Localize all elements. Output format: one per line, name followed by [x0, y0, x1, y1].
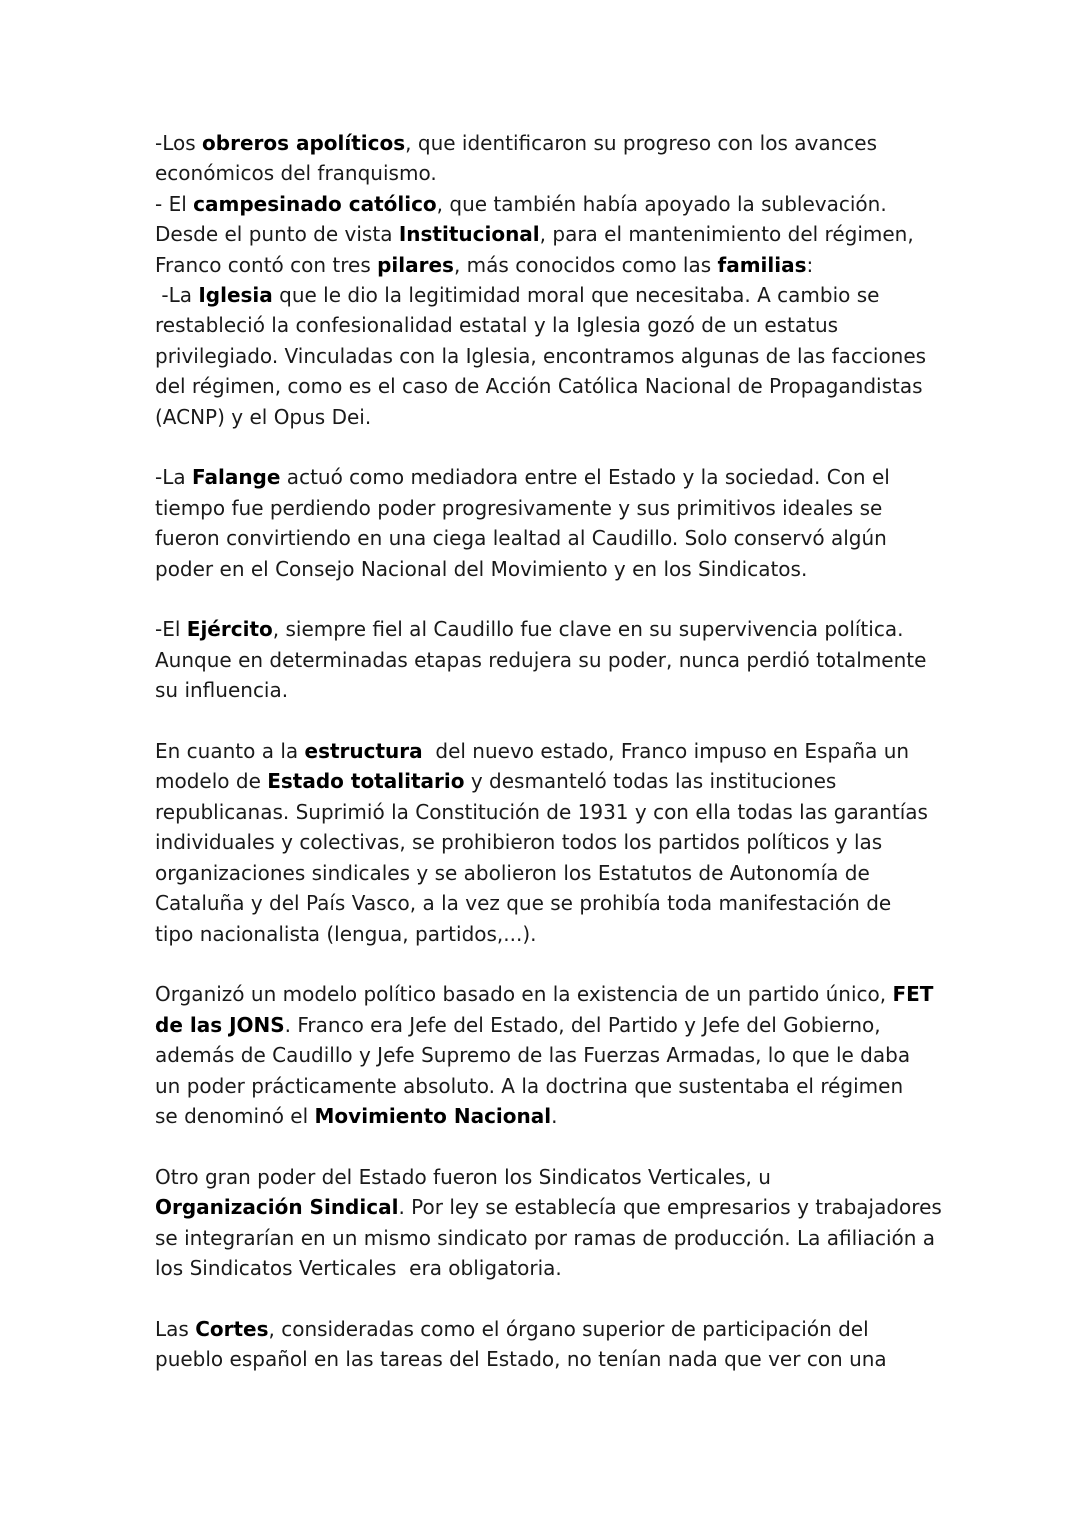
text-run: los Sindicatos Verticales era obligatoria.: [155, 1255, 562, 1280]
bold-term: obreros apolíticos: [202, 131, 406, 155]
text-run: que le dio la legitimidad moral que necesitaba. A cambio se: [272, 283, 880, 308]
text-line: [155, 827, 945, 857]
text-run: :: [806, 252, 814, 277]
text-line: [155, 1071, 945, 1101]
paragraph: [155, 979, 945, 1131]
text-line: [155, 554, 945, 584]
text-run: además de Caudillo y Jefe Supremo de las Fuerzas Armadas, lo que le daba: [155, 1043, 911, 1068]
text-line: [155, 1253, 945, 1283]
text-run: poder en el Consejo Nacional del Movimiento y en los Sindicatos.: [155, 556, 808, 581]
text-line: [155, 158, 945, 188]
bold-term: Estado totalitario: [267, 769, 465, 794]
text-line: [155, 1010, 945, 1040]
text-run: actuó como mediadora entre el Estado y la sociedad. Con el: [280, 465, 890, 490]
text-line: [155, 341, 945, 371]
text-line: [155, 858, 945, 888]
text-line: [155, 614, 945, 644]
paragraph-spacer: [155, 1283, 945, 1313]
text-line: [155, 189, 945, 219]
text-line: [155, 462, 945, 492]
bold-term: Movimiento Nacional: [314, 1103, 552, 1128]
text-run: , siempre fiel al Caudillo fue clave en su supervivencia política.: [272, 617, 904, 642]
paragraph-spacer: [155, 1131, 945, 1161]
paragraph-spacer: [155, 706, 945, 736]
text-run: modelo de: [155, 769, 268, 794]
text-line: [155, 797, 945, 827]
text-run: del régimen, como es el caso de Acción Católica Nacional de Propagandistas: [155, 374, 923, 399]
text-line: [155, 280, 945, 310]
text-line: [155, 1314, 945, 1344]
text-run: económicos del franquismo.: [155, 161, 437, 186]
paragraph-spacer: [155, 584, 945, 614]
text-run: privilegiado. Vinculadas con la Iglesia, encontramos algunas de las facciones: [155, 343, 927, 368]
paragraph-spacer: [155, 432, 945, 462]
text-run: tiempo fue perdiendo poder progresivamente y sus primitivos ideales se: [155, 495, 883, 520]
text-run: se denominó el: [155, 1103, 315, 1128]
text-run: organizaciones sindicales y se abolieron los Estatutos de Autonomía de: [155, 860, 870, 885]
bold-term: pilares: [377, 252, 454, 277]
text-run: , que identificaron su progreso con los avances: [405, 131, 877, 155]
text-run: Organizó un modelo político basado en la existencia de un partido único,: [155, 982, 893, 1007]
text-run: restableció la confesionalidad estatal y la Iglesia gozó de un estatus: [155, 313, 839, 338]
text-run: -El: [155, 617, 187, 642]
text-line: [155, 888, 945, 918]
text-line: [155, 766, 945, 796]
text-run: , para el mantenimiento del régimen,: [539, 222, 914, 247]
text-run: , más conocidos como las: [453, 252, 718, 277]
text-run: fueron convirtiendo en una ciega lealtad al Caudillo. Solo conservó algún: [155, 526, 887, 551]
bold-term: Cortes: [195, 1316, 269, 1341]
text-run: -La: [155, 465, 192, 490]
text-line: [155, 310, 945, 340]
text-run: -La: [155, 283, 199, 308]
text-run: -Los: [155, 131, 203, 155]
text-run: , que también había apoyado la sublevación.: [436, 191, 887, 216]
text-line: [155, 1344, 945, 1374]
paragraph: [155, 128, 945, 432]
paragraph-spacer: [155, 949, 945, 979]
paragraph: [155, 1314, 945, 1375]
text-run: , consideradas como el órgano superior de participación del: [268, 1316, 869, 1341]
bold-term: de las JONS: [155, 1012, 285, 1037]
bold-term: Ejército: [186, 617, 273, 642]
text-run: del nuevo estado, Franco impuso en España un: [422, 739, 910, 764]
text-run: . Franco era Jefe del Estado, del Partido y Jefe del Gobierno,: [284, 1012, 881, 1037]
paragraph: [155, 736, 945, 949]
text-run: En cuanto a la: [155, 739, 305, 764]
paragraph: [155, 1162, 945, 1284]
text-line: [155, 675, 945, 705]
bold-term: familias: [717, 252, 807, 277]
text-line: [155, 1101, 945, 1131]
text-run: su influencia.: [155, 678, 289, 703]
text-line: [155, 645, 945, 675]
text-run: se integrarían en un mismo sindicato por ramas de producción. La afiliación a: [155, 1225, 936, 1250]
text-run: pueblo español en las tareas del Estado, no tenían nada que ver con una: [155, 1347, 887, 1372]
bold-term: Organización Sindical: [155, 1195, 399, 1220]
bold-term: Institucional: [398, 222, 540, 247]
text-line: [155, 523, 945, 553]
text-line: [155, 493, 945, 523]
text-run: Franco contó con tres: [155, 252, 378, 277]
text-line: [155, 1223, 945, 1253]
paragraph: [155, 462, 945, 584]
text-run: un poder prácticamente absoluto. A la doctrina que sustentaba el régimen: [155, 1073, 904, 1098]
paragraph: [155, 614, 945, 705]
text-run: tipo nacionalista (lengua, partidos,...).: [155, 921, 537, 946]
text-run: Otro gran poder del Estado fueron los Sindicatos Verticales, u: [155, 1164, 771, 1189]
text-line: [155, 371, 945, 401]
text-line: [155, 1040, 945, 1070]
text-line: [155, 736, 945, 766]
text-line: [155, 979, 945, 1009]
text-run: (ACNP) y el Opus Dei.: [155, 404, 372, 429]
text-line: [155, 1192, 945, 1222]
text-line: [155, 402, 945, 432]
text-run: . Por ley se establecía que empresarios y trabajadores: [398, 1195, 942, 1220]
bold-term: Iglesia: [198, 283, 273, 308]
text-run: Las: [155, 1316, 196, 1341]
text-run: .: [551, 1103, 558, 1128]
text-run: Desde el punto de vista: [155, 222, 399, 247]
text-run: individuales y colectivas, se prohibieron todos los partidos políticos y las: [155, 830, 883, 855]
text-line: [155, 128, 945, 158]
bold-term: campesinado católico: [193, 191, 437, 216]
text-run: y desmanteló todas las instituciones: [464, 769, 837, 794]
bold-term: estructura: [304, 739, 423, 764]
bold-term: FET: [892, 982, 934, 1007]
text-line: [155, 250, 945, 280]
text-run: Cataluña y del País Vasco, a la vez que se prohibía toda manifestación de: [155, 891, 892, 916]
text-run: Aunque en determinadas etapas redujera su poder, nunca perdió totalmente: [155, 647, 927, 672]
text-line: [155, 919, 945, 949]
text-run: republicanas. Suprimió la Constitución de 1931 y con ella todas las garantías: [155, 799, 928, 824]
text-line: [155, 219, 945, 249]
bold-term: Falange: [191, 465, 281, 490]
document-page: [155, 128, 945, 1375]
text-run: - El: [155, 191, 194, 216]
text-line: [155, 1162, 945, 1192]
